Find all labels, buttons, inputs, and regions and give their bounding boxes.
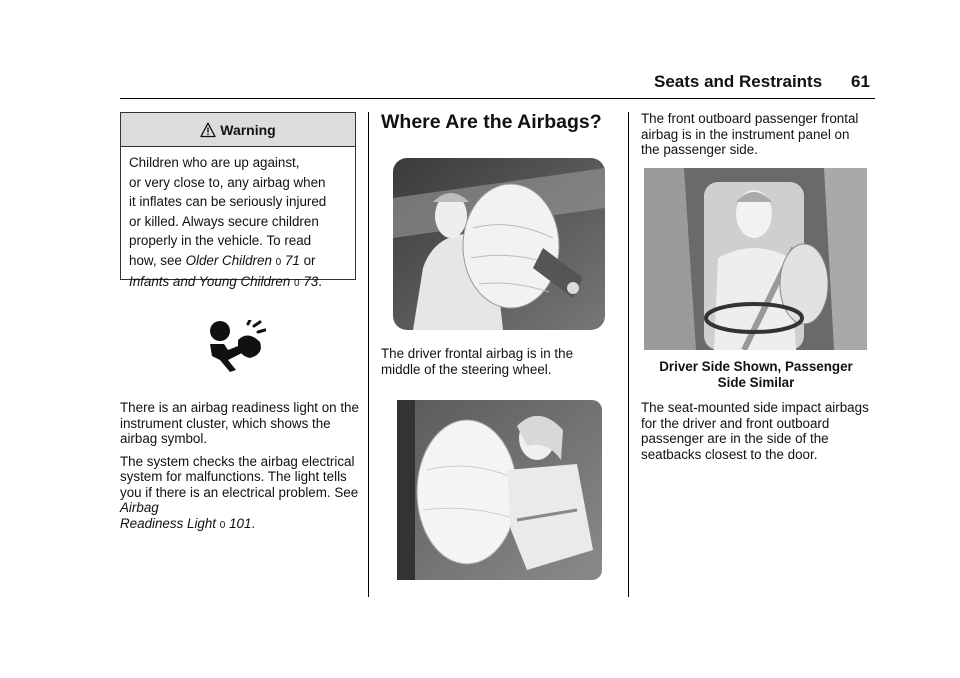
page-ref-icon: 0 xyxy=(219,519,226,531)
column-divider-right xyxy=(628,112,629,597)
page-header xyxy=(0,0,960,100)
warning-line: or very close to, any airbag when xyxy=(129,174,326,190)
warning-line: it inflates can be seriously injured xyxy=(129,194,327,209)
page-ref-icon: 0 xyxy=(275,256,282,268)
warning-text: or xyxy=(299,252,316,268)
link-older-children[interactable]: Older Children xyxy=(185,252,272,268)
column-divider-left xyxy=(368,112,369,597)
driver-airbag-paragraph: The driver frontal airbag is in the middle of the steering wheel. xyxy=(381,346,574,377)
passenger-frontal-airbag-illustration xyxy=(397,400,602,580)
paragraph-text: The system checks the airbag electrical system for malfunctions. The light tells you if there is an electrical problem. See xyxy=(120,453,359,500)
side-airbag-paragraph: The seat-mounted side impact airbags for the driver and front outboard passenger are in the side of the seatbacks closest to the door. xyxy=(641,400,869,462)
warning-line xyxy=(129,251,347,273)
page-number: 61 xyxy=(851,72,870,91)
section-heading: Where Are the Airbags? xyxy=(381,111,602,133)
warning-box xyxy=(120,112,356,289)
page-ref-101[interactable]: 101 xyxy=(229,515,252,531)
caption-line: Driver Side Shown, Passenger xyxy=(659,359,853,374)
driver-frontal-airbag-illustration xyxy=(393,158,605,330)
airbag-readiness-icon xyxy=(208,320,266,372)
page-ref-73[interactable]: 73 xyxy=(303,274,319,289)
airbag-light-paragraph: There is an airbag readiness light on the instrument cluster, which shows the airbag symbol. xyxy=(120,400,359,446)
link-infants-young-children[interactable]: Infants and Young Children xyxy=(129,274,291,289)
page-ref-71[interactable]: 71 xyxy=(284,252,300,268)
warning-line: properly in the vehicle. To read xyxy=(129,233,312,248)
warning-line xyxy=(129,272,347,294)
middle-column-text xyxy=(381,346,616,384)
system-check-paragraph xyxy=(120,454,360,534)
warning-body xyxy=(121,147,355,294)
warning-line: or killed. Always secure children xyxy=(129,213,319,229)
warning-title: Warning xyxy=(220,121,276,138)
link-airbag-readiness-light-b[interactable]: Readiness Light xyxy=(120,515,217,531)
warning-line: Children who are up against, xyxy=(129,155,300,170)
page-ref-icon: 0 xyxy=(294,278,300,289)
passenger-airbag-paragraph: The front outboard passenger frontal airbag is in the instrument panel on the passenger side. xyxy=(641,111,859,157)
figure-caption xyxy=(645,359,867,391)
warning-header xyxy=(121,113,355,147)
paragraph-text: . xyxy=(251,515,256,531)
section-title: Seats and Restraints xyxy=(654,72,823,91)
right-column-text-top xyxy=(641,111,871,165)
caption-line: Side Similar xyxy=(717,375,795,390)
link-airbag-readiness-light-a[interactable]: Airbag xyxy=(120,500,159,515)
right-column-text-bottom xyxy=(641,400,873,469)
warning-text: . xyxy=(318,274,322,289)
left-column-text xyxy=(120,400,360,540)
warning-text: how, see xyxy=(129,252,186,268)
warning-icon xyxy=(200,122,216,138)
header-divider xyxy=(120,98,875,99)
seat-side-airbag-illustration xyxy=(644,168,867,350)
